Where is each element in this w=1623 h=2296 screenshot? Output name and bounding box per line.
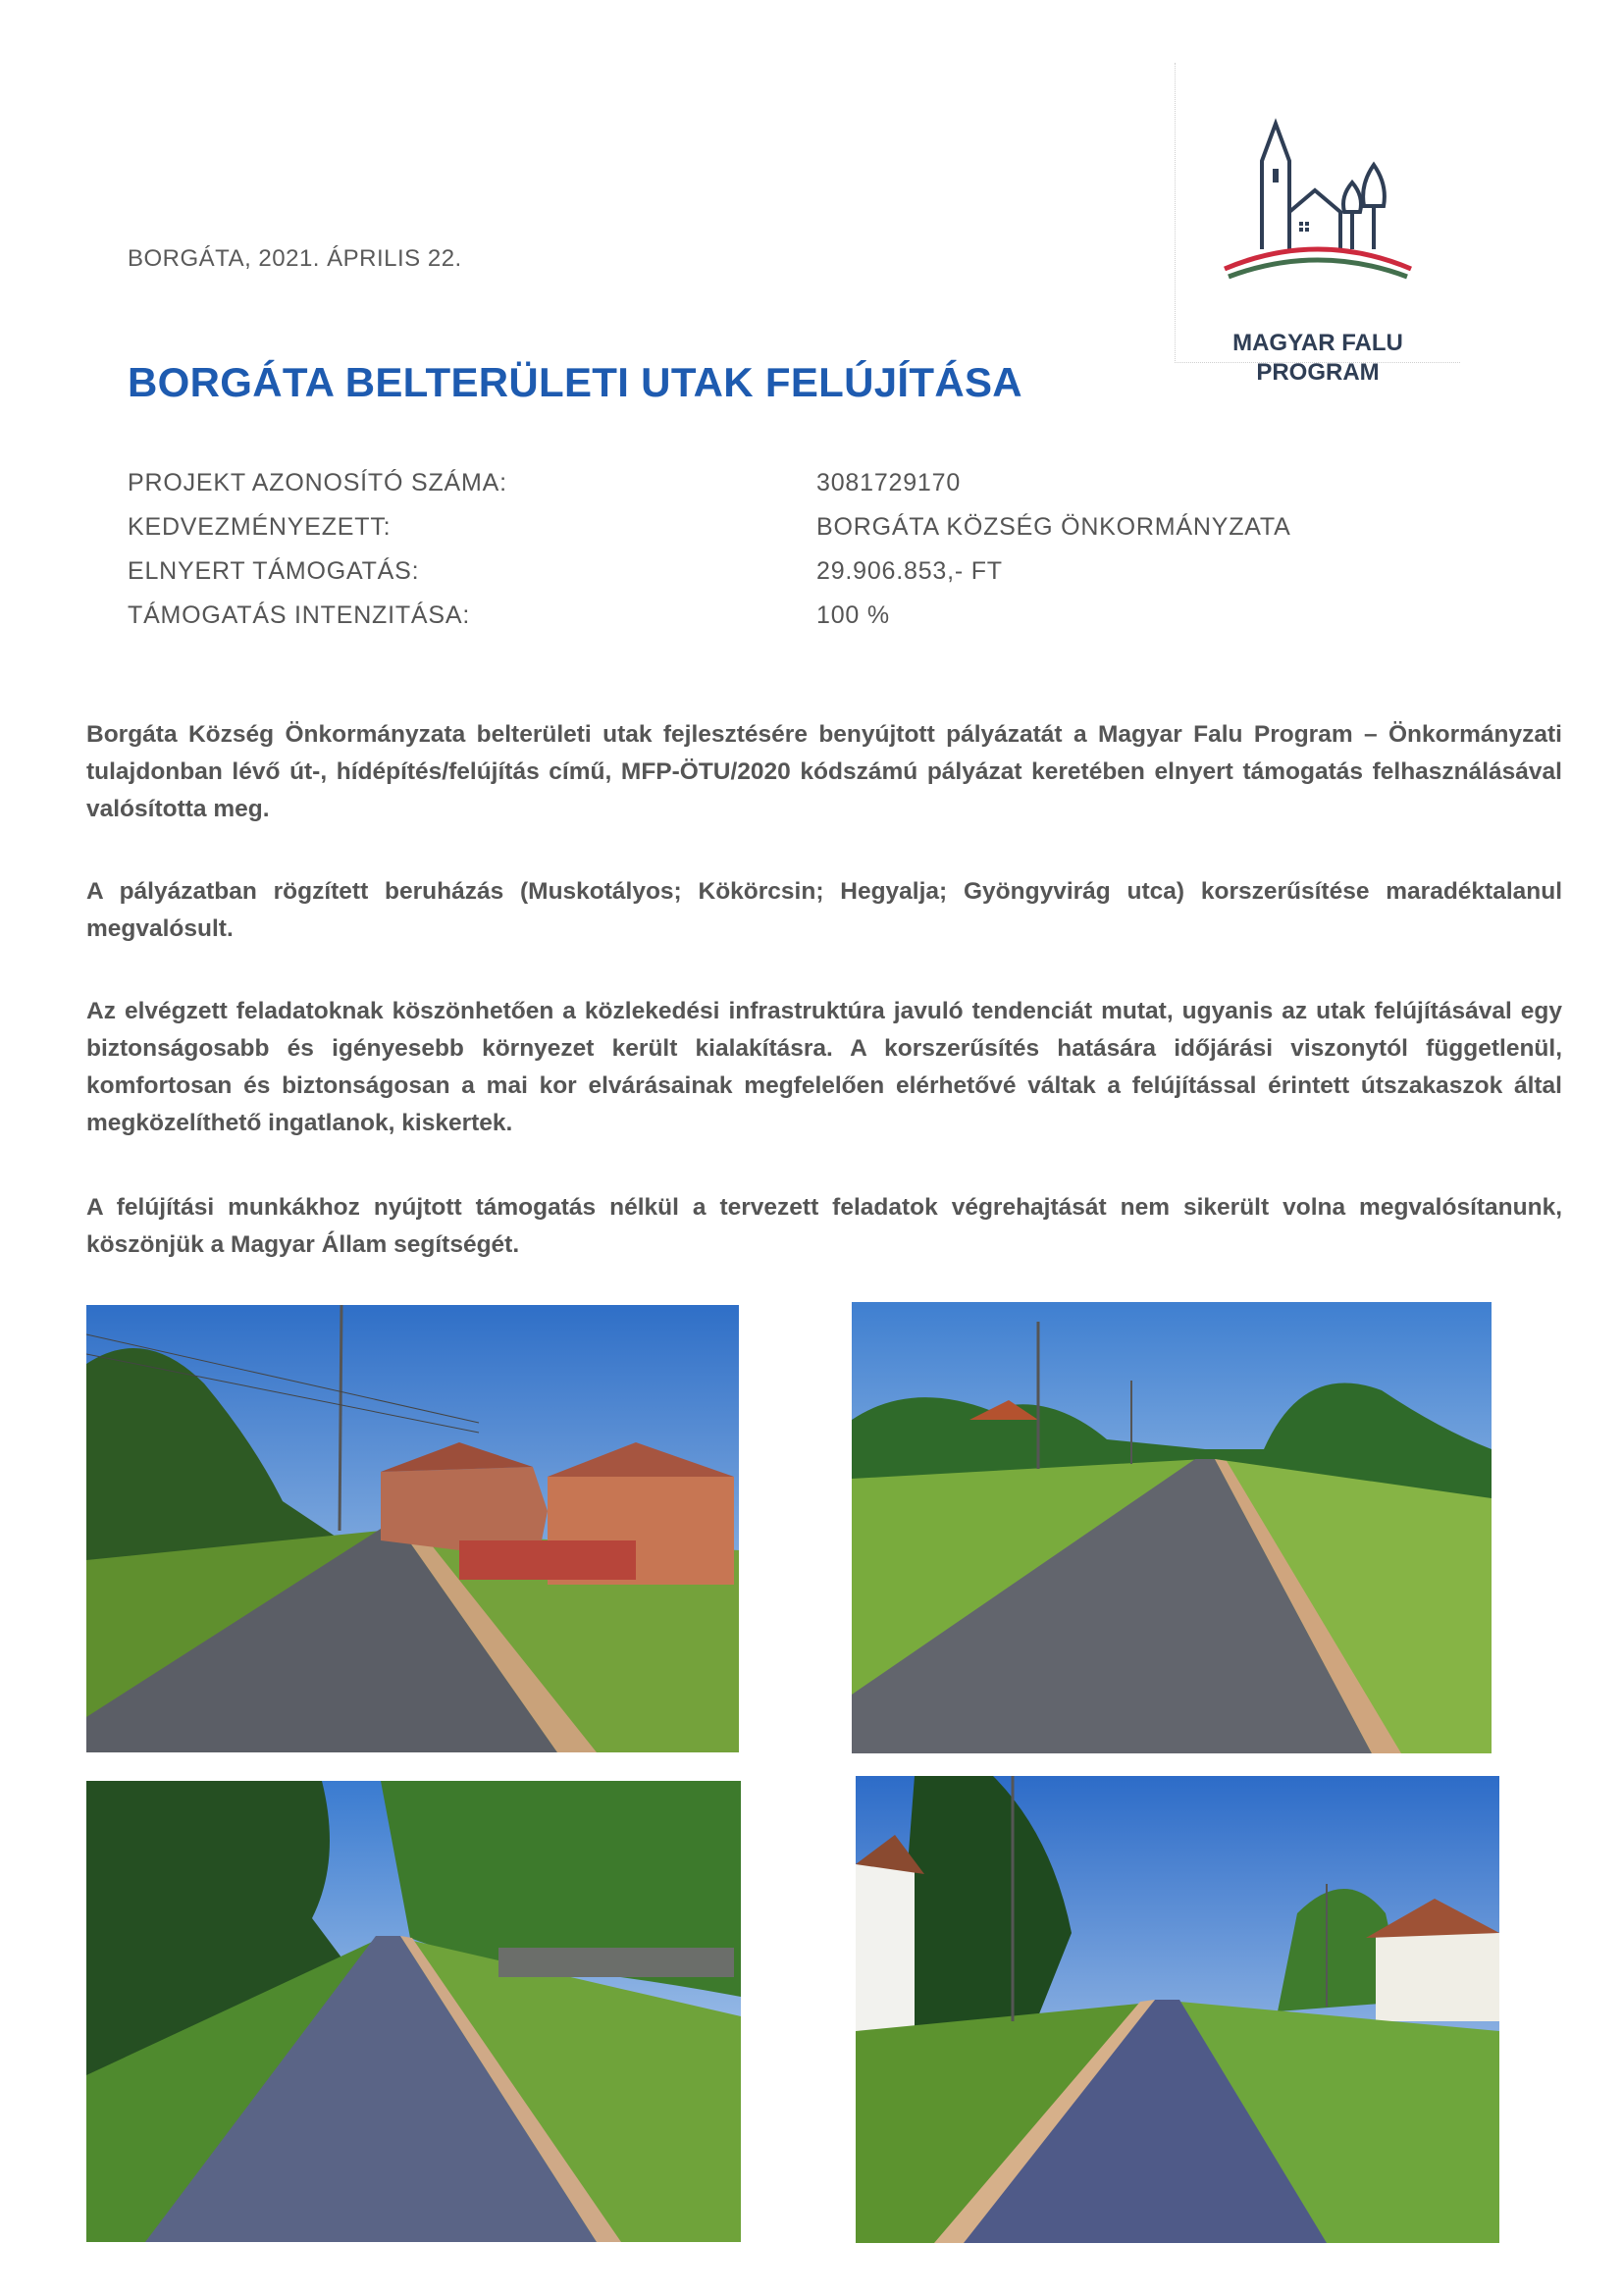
date-line: BORGÁTA, 2021. ÁPRILIS 22. — [128, 245, 462, 272]
magyar-falu-logo — [1175, 63, 1460, 386]
road-photo-1 — [86, 1305, 739, 1752]
paragraph-intro: Borgáta Község Önkormányzata belterületi utak fejlesztésére benyújtott pályázatát a Magyar Falu Program – Önkormányzati tulajdonban lévő út-, hídépítés/felújítás című, MFP-ÖTU/2020 kódszámú pályázat keretében elnyert támogatás felhasználásával valósította meg. — [86, 721, 1562, 822]
info-value: BORGÁTA KÖZSÉG ÖNKORMÁNYZATA — [816, 513, 1291, 541]
page-title: BORGÁTA BELTERÜLETI UTAK FELÚJÍTÁSA — [128, 359, 1022, 405]
info-row-project-id — [128, 469, 1403, 504]
info-value: 3081729170 — [816, 469, 962, 496]
road-photo-icon — [86, 1781, 741, 2242]
road-photo-2 — [852, 1302, 1492, 1753]
info-row-intensity — [128, 601, 1403, 637]
road-photo-icon — [852, 1302, 1492, 1753]
info-label: ELNYERT TÁMOGATÁS: — [128, 557, 420, 585]
road-photo-3 — [86, 1781, 741, 2242]
road-photo-4 — [856, 1776, 1499, 2243]
paragraph-investment: A pályázatban rögzített beruházás (Muskotályos; Kökörcsin; Hegyalja; Gyöngyvirág utca) korszerűsítése maradéktalanul megvalósult. — [86, 878, 1562, 942]
info-label: KEDVEZMÉNYEZETT: — [128, 513, 392, 541]
paragraph-thanks: A felújítási munkákhoz nyújtott támogatás nélkül a tervezett feladatok végrehajtását nem sikerült volna megvalósítanunk, köszönjük a Magyar Állam segítségét. — [86, 1194, 1562, 1258]
paragraph-benefits: Az elvégzett feladatoknak köszönhetően a közlekedési infrastruktúra javuló tendenciát mutat, ugyanis az utak felújításával egy biztonságosabb és igényesebb környezet került kialakításra. A korszerűsítés hatására időjárási viszonytól függetlenül, komfortosan és biztonságosan a mai kor elvárásainak megfelelően elérhetővé váltak a felújítással érintett útszakaszok által megközelíthető ingatlanok, kiskertek. — [86, 998, 1562, 1136]
road-photo-icon — [856, 1776, 1499, 2243]
info-label: PROJEKT AZONOSÍTÓ SZÁMA: — [128, 469, 507, 496]
info-row-beneficiary — [128, 513, 1403, 548]
info-label: TÁMOGATÁS INTENZITÁSA: — [128, 601, 471, 629]
info-row-grant — [128, 557, 1403, 593]
info-value: 29.906.853,- FT — [816, 557, 1003, 585]
village-church-icon — [1215, 102, 1421, 308]
road-photo-icon — [86, 1305, 739, 1752]
info-value: 100 % — [816, 601, 890, 629]
logo-line-1: MAGYAR FALU — [1232, 330, 1403, 356]
logo-line-2: PROGRAM — [1256, 359, 1380, 386]
